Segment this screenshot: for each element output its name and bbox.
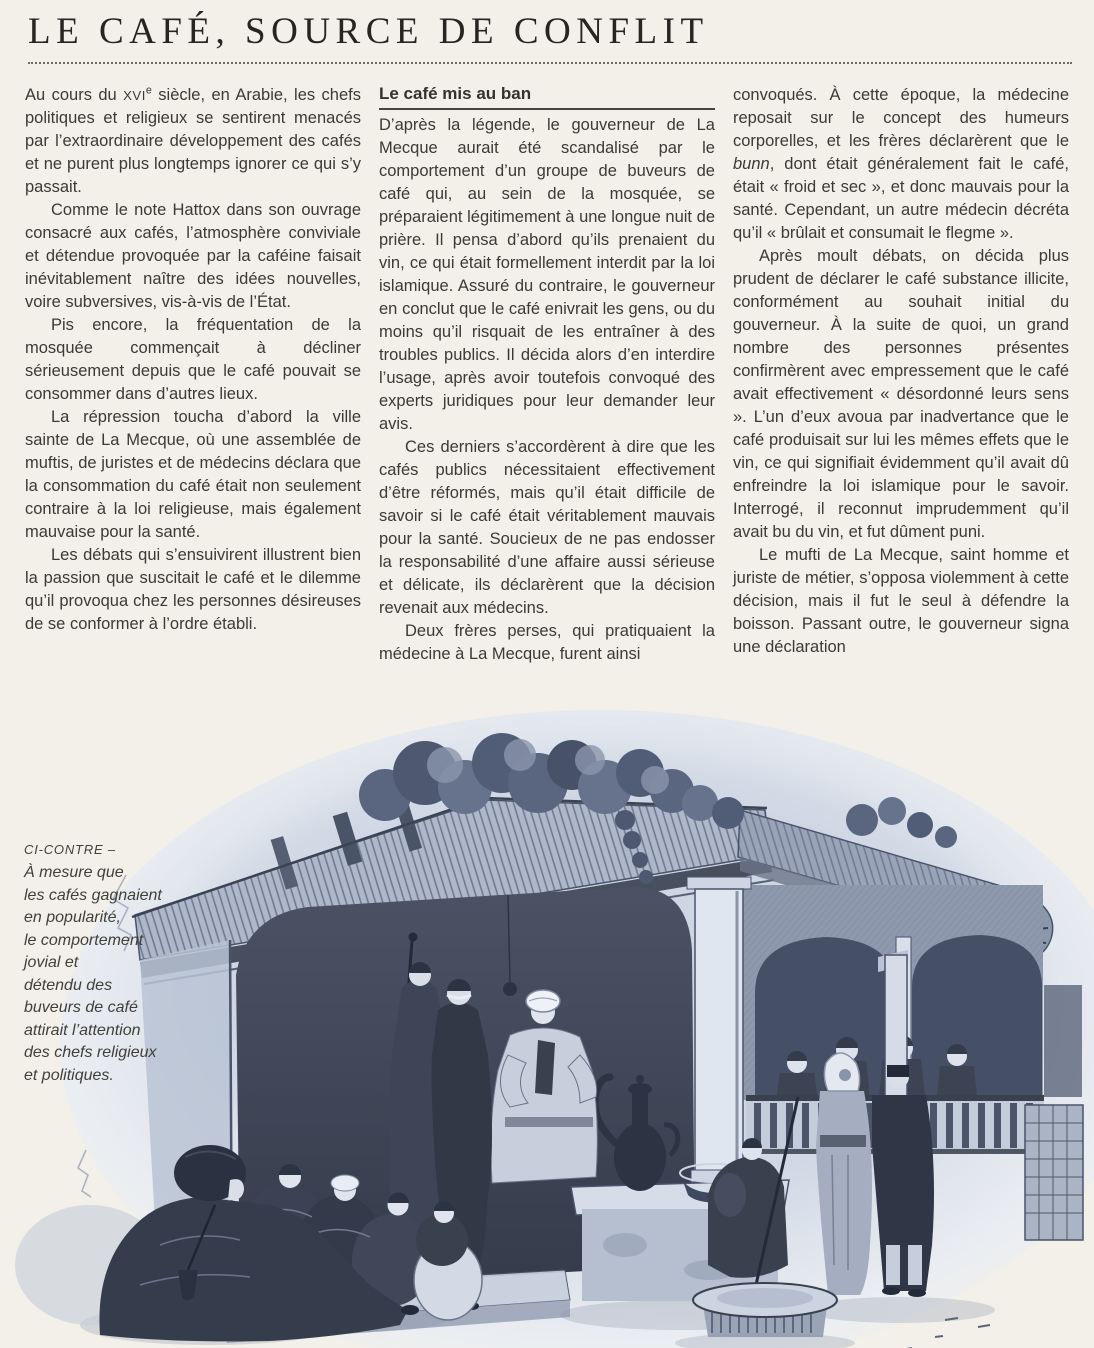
column-2	[379, 84, 715, 716]
paragraph: Ces derniers s’accordèrent à dire que les cafés publics nécessitaient effectivement d’être réformés, mais qu’il était difficile de savoir si le café était véritablement mauvais pour la santé. Soucieux de ne pas endosser la responsabilité d’une affaire aussi sérieuse et délicate, ils déclarèrent que la décision revenait aux médecins.	[379, 438, 715, 617]
column-1	[25, 84, 361, 716]
hanging-lamp	[503, 982, 517, 996]
caption-label: CI-CONTRE –	[24, 842, 116, 857]
paragraph: Pis encore, la fréquentation de la mosquée commençait à décliner sérieusement depuis que le café pouvait se consommer dans d’autres lieux.	[25, 316, 361, 403]
section-heading: Le café mis au ban	[379, 84, 715, 110]
paragraph: Les débats qui s’ensuivirent illustrent bien la passion que suscitait le café et le dilemme qu’il provoqua chez les personnes désireuses de se conformer à l’ordre établi.	[25, 546, 361, 633]
paragraph: Deux frères perses, qui pratiquaient la médecine à La Mecque, furent ainsi	[379, 622, 715, 663]
page-title: LE CAFÉ, SOURCE DE CONFLIT	[28, 11, 709, 52]
paragraph: Le mufti de La Mecque, saint homme et juriste de métier, s’opposa violemment à cette décision, mais il fut le seul à défendre la boisson. Passant outre, le gouverneur signa une déclaration	[733, 546, 1069, 656]
column-3	[733, 84, 1069, 716]
article-body	[25, 84, 1069, 716]
illustration-caption: CI-CONTRE – À mesure que les cafés gagnaient en popularité, le comportement jovial et détendu des buveurs de café attirait l’attention des chefs religieux et politiques.	[24, 842, 214, 1087]
paragraph: Après moult débats, on décida plus prudent de déclarer le café substance illicite, conformément au souhait initial du gouverneur. À la suite de quoi, un grand nombre des personnes présentes confirmèrent avec empressement que le café avait effectivement « désordonné leurs sens ». L’un d’eux avoua par inadvertance que le café produisait sur lui les mêmes effets que le vin, ce qui signifiait évidemment qu’il avait dû enfreindre la loi islamique pour le savoir. Interrogé, il reconnut imprudemment qu’il avait bu du vin, et fut dûment puni.	[733, 247, 1069, 541]
title-dotted-rule	[28, 62, 1072, 64]
lattice-panel	[1025, 1105, 1083, 1240]
paragraph: Comme le note Hattox dans son ouvrage consacré aux cafés, l’atmosphère conviviale et détendue provoquée par la caféine faisait inévitablement naître des idées nouvelles, voire subversives, vis-à-vis de l’État.	[25, 201, 361, 311]
center-column	[687, 877, 751, 1182]
paragraph: convoqués. À cette époque, la médecine reposait sur le concept des humeurs corporelles, et les frères déclarèrent que le bunn, dont était généralement fait le café, était « froid et sec », et donc mauvais pour la santé. Cependant, un autre médecin décréta qu’il « brûlait et consumait le flegme ».	[733, 86, 1069, 242]
paragraph: Au cours du XVIe siècle, en Arabie, les chefs politiques et religieux se sentirent menacés par l’extraordinaire développement des cafés et ne purent plus longtemps ignorer ce qui s’y passait.	[25, 84, 361, 196]
masthead	[28, 10, 1072, 64]
paragraph: La répression toucha d’abord la ville sainte de La Mecque, où une assemblée de muftis, de juristes et de médecins déclara que la consommation du café était non seulement contraire à la loi religieuse, mais également mauvaise pour la santé.	[25, 408, 361, 541]
paragraph: D’après la légende, le gouverneur de La Mecque aurait été scandalisé par le comportement d’un groupe de buveurs de café qui, au sein de la mosquée, se préparaient légitimement à une longue nuit de prière. Il pensa d’abord qu’ils prenaient du vin, ce qui était formellement interdit par la loi islamique. Assuré du contraire, le gouverneur en conclut que le café enivrait les gens, ou du moins qu’il risquait de les entraîner à des troubles publics. Il décida alors d’en interdire l’usage, après avoir toutefois convoqué des experts juridiques pour leur demander leur avis.	[379, 116, 715, 433]
